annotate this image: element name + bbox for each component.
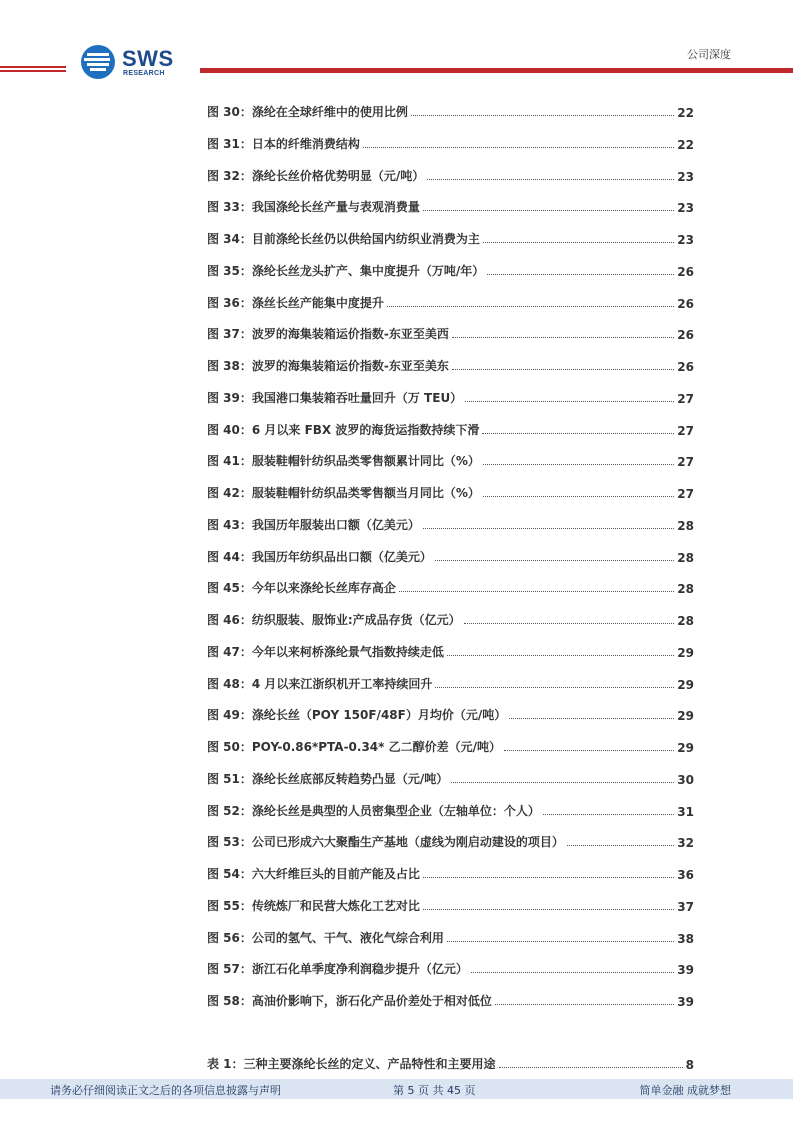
toc-entry[interactable] (207, 195, 694, 215)
sws-logo-icon (80, 44, 118, 80)
toc-entry-label: 图 45：今年以来涤纶长丝库存高企 (207, 581, 396, 595)
toc-leader-dots (451, 782, 674, 783)
toc-entry-label: 图 49：涤纶长丝（POY 150F/48F）月均价（元/吨） (207, 708, 507, 722)
toc-entry-label: 图 43：我国历年服装出口额（亿美元） (207, 518, 420, 532)
toc-entry-label: 图 39：我国港口集装箱吞吐量回升（万 TEU） (207, 391, 463, 405)
toc-entry-label: 图 54：六大纤维巨头的目前产能及占比 (207, 867, 420, 881)
toc-entry-label: 图 47：今年以来柯桥涤纶景气指数持续走低 (207, 645, 444, 659)
toc-entry[interactable] (207, 481, 694, 501)
toc-entry-page: 23 (677, 201, 694, 215)
header-rule-left (0, 66, 66, 73)
toc-entry-page: 29 (677, 741, 694, 755)
toc-entry[interactable] (207, 957, 694, 977)
toc-entry[interactable] (207, 291, 694, 311)
toc-entry-page: 28 (677, 519, 694, 533)
toc-entry-page: 29 (677, 709, 694, 723)
toc-entry-label: 图 30：涤纶在全球纤维中的使用比例 (207, 105, 408, 119)
toc-entry-label: 图 48：4 月以来江浙织机开工率持续回升 (207, 677, 433, 691)
footer-disclaimer: 请务必仔细阅读正文之后的各项信息披露与声明 (50, 1084, 281, 1097)
toc-entry-label: 图 35：涤纶长丝龙头扩产、集中度提升（万吨/年） (207, 264, 485, 278)
toc-leader-dots (464, 623, 675, 624)
toc-entry-page: 28 (677, 551, 694, 565)
toc-leader-dots (363, 147, 674, 148)
toc-entry[interactable] (207, 989, 694, 1009)
toc-leader-dots (399, 591, 674, 592)
toc-entry-page: 31 (677, 805, 694, 819)
toc-leader-dots (465, 401, 674, 402)
toc-entry[interactable] (207, 799, 694, 819)
toc-entry-page: 23 (677, 170, 694, 184)
toc-leader-dots (482, 433, 674, 434)
toc-entry-page: 38 (677, 932, 694, 946)
toc-entry-page: 30 (677, 773, 694, 787)
toc-entry[interactable] (207, 164, 694, 184)
toc-entry-label: 图 50：POY-0.86*PTA-0.34* 乙二醇价差（元/吨） (207, 740, 501, 754)
toc-entry-label: 图 51：涤纶长丝底部反转趋势凸显（元/吨） (207, 772, 449, 786)
toc-entry-page: 39 (677, 995, 694, 1009)
toc-entry[interactable] (207, 322, 694, 342)
toc-entry[interactable] (207, 1052, 694, 1072)
toc-entry-label: 图 56：公司的氢气、干气、液化气综合利用 (207, 931, 444, 945)
toc-entry-page: 26 (677, 360, 694, 374)
toc-leader-dots (411, 115, 674, 116)
toc-entry[interactable] (207, 449, 694, 469)
toc-entry-label: 图 42：服装鞋帽针纺织品类零售额当月同比（%） (207, 486, 480, 500)
toc-entry-label: 图 31：日本的纤维消费结构 (207, 137, 360, 151)
toc-entry[interactable] (207, 608, 694, 628)
footer-bar (0, 1079, 793, 1099)
toc-entry-label: 图 46：纺织服装、服饰业:产成品存货（亿元） (207, 613, 461, 627)
toc-leader-dots (567, 845, 674, 846)
sws-logo (80, 44, 190, 80)
toc-leader-dots (423, 909, 674, 910)
toc-leader-dots (452, 337, 674, 338)
logo-subtext: RESEARCH (123, 70, 165, 77)
toc-leader-dots (447, 655, 674, 656)
toc-leader-dots (483, 496, 674, 497)
toc-entry[interactable] (207, 418, 694, 438)
toc-leader-dots (504, 750, 674, 751)
toc-entry-page: 39 (677, 963, 694, 977)
toc-entry[interactable] (207, 640, 694, 660)
toc-entry[interactable] (207, 767, 694, 787)
toc-entry-page: 26 (677, 265, 694, 279)
toc-entry-page: 28 (677, 582, 694, 596)
toc-entry-page: 29 (677, 646, 694, 660)
toc-entry-page: 28 (677, 614, 694, 628)
toc-entry-label: 图 52：涤纶长丝是典型的人员密集型企业（左轴单位：个人） (207, 804, 540, 818)
toc-entry[interactable] (207, 259, 694, 279)
toc-leader-dots (423, 210, 674, 211)
toc-entry[interactable] (207, 100, 694, 120)
toc-entry[interactable] (207, 386, 694, 406)
toc-leader-dots (435, 560, 674, 561)
toc-entry-page: 8 (685, 1058, 694, 1072)
toc-entry[interactable] (207, 735, 694, 755)
toc-leader-dots (509, 718, 674, 719)
toc-leader-dots (423, 877, 674, 878)
toc-entry-label: 图 53：公司已形成六大聚酯生产基地（虚线为刚启动建设的项目） (207, 835, 564, 849)
toc-entry-label: 图 38：波罗的海集装箱运价指数-东亚至美东 (207, 359, 449, 373)
toc-entry-label: 图 55：传统炼厂和民营大炼化工艺对比 (207, 899, 420, 913)
toc-entry-label: 图 36：涤丝长丝产能集中度提升 (207, 296, 384, 310)
toc-entry[interactable] (207, 132, 694, 152)
toc-entry[interactable] (207, 862, 694, 882)
toc-entry-label: 表 1：三种主要涤纶长丝的定义、产品特性和主要用途 (207, 1057, 496, 1071)
toc-entry-label: 图 34：目前涤纶长丝仍以供给国内纺织业消费为主 (207, 232, 480, 246)
toc-entry-page: 27 (677, 424, 694, 438)
footer-slogan: 简单金融 成就梦想 (639, 1084, 731, 1097)
toc-leader-dots (483, 464, 674, 465)
toc-entry-label: 图 40：6 月以来 FBX 波罗的海货运指数持续下滑 (207, 423, 480, 437)
toc-entry-page: 26 (677, 328, 694, 342)
toc-entry-label: 图 44：我国历年纺织品出口额（亿美元） (207, 550, 432, 564)
toc-entry-page: 27 (677, 392, 694, 406)
toc-entry[interactable] (207, 227, 694, 247)
report-type: 公司深度 (687, 48, 731, 61)
toc-entry[interactable] (207, 926, 694, 946)
toc-entry-label: 图 41：服装鞋帽针纺织品类零售额累计同比（%） (207, 454, 480, 468)
toc-leader-dots (471, 972, 674, 973)
toc-entry[interactable] (207, 576, 694, 596)
toc-leader-dots (452, 369, 674, 370)
logo-text: SWS (122, 46, 174, 71)
toc-entry-page: 26 (677, 297, 694, 311)
footer-page-info: 第 5 页 共 45 页 (393, 1084, 476, 1097)
toc-entry-page: 27 (677, 487, 694, 501)
toc-entry-label: 图 33：我国涤纶长丝产量与表观消费量 (207, 200, 420, 214)
toc-leader-dots (487, 274, 674, 275)
toc-leader-dots (387, 306, 674, 307)
toc-entry[interactable] (207, 830, 694, 850)
toc-entry-page: 36 (677, 868, 694, 882)
toc-leader-dots (423, 528, 674, 529)
header-rule-right (200, 68, 793, 73)
toc-entry[interactable] (207, 672, 694, 692)
toc-leader-dots (495, 1004, 674, 1005)
toc-leader-dots (499, 1067, 683, 1068)
toc-leader-dots (427, 179, 674, 180)
toc-entry-page: 32 (677, 836, 694, 850)
toc-entry-page: 22 (677, 138, 694, 152)
toc-entry-page: 27 (677, 455, 694, 469)
toc-entry-page: 22 (677, 106, 694, 120)
toc-entry-page: 37 (677, 900, 694, 914)
toc-entry-page: 29 (677, 678, 694, 692)
toc-entry-label: 图 58：高油价影响下，浙石化产品价差处于相对低位 (207, 994, 492, 1008)
toc-entry[interactable] (207, 513, 694, 533)
toc-leader-dots (447, 941, 674, 942)
toc-entry[interactable] (207, 545, 694, 565)
toc-leader-dots (543, 814, 674, 815)
toc-entry[interactable] (207, 894, 694, 914)
toc-entry-label: 图 57：浙江石化单季度净利润稳步提升（亿元） (207, 962, 468, 976)
toc-leader-dots (483, 242, 674, 243)
toc-entry[interactable] (207, 703, 694, 723)
toc-leader-dots (435, 687, 674, 688)
toc-entry[interactable] (207, 354, 694, 374)
toc-entry-label: 图 32：涤纶长丝价格优势明显（元/吨） (207, 169, 425, 183)
toc-entry-label: 图 37：波罗的海集装箱运价指数-东亚至美西 (207, 327, 449, 341)
toc-entry-page: 23 (677, 233, 694, 247)
